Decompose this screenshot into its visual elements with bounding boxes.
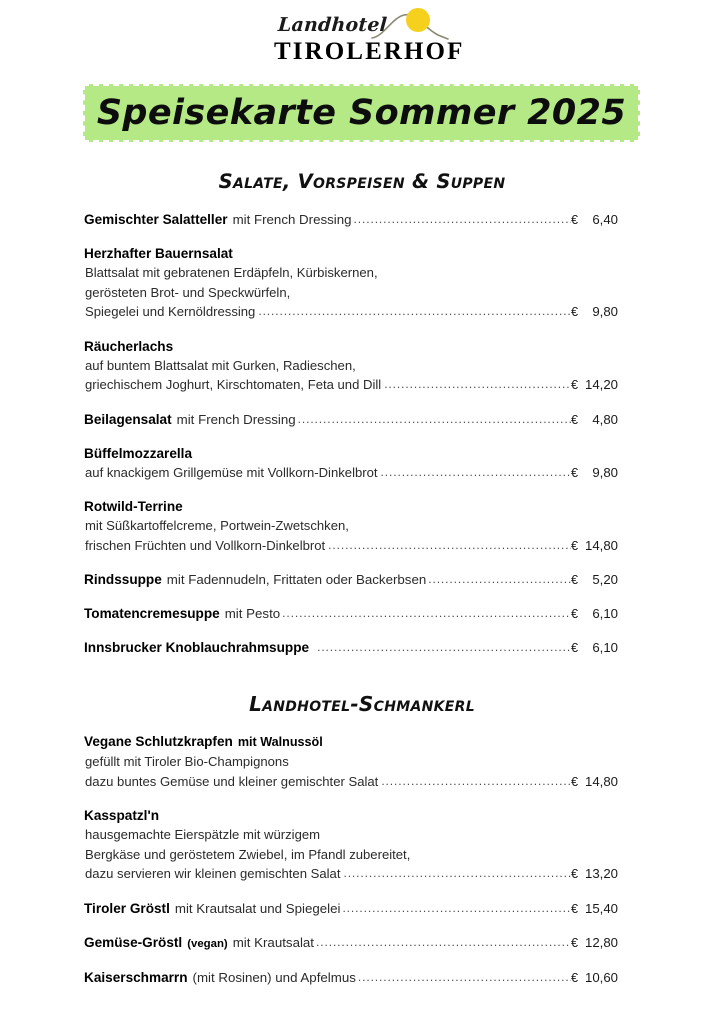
currency-symbol: € xyxy=(570,412,578,427)
menu-item-title-line xyxy=(84,410,640,430)
menu-item-inline-description: (mit Rosinen) und Apfelmus xyxy=(192,969,356,985)
menu-section xyxy=(84,170,640,658)
menu-item-description-line xyxy=(84,825,640,845)
menu-item-price: 6,10 xyxy=(592,606,618,621)
currency-symbol: € xyxy=(570,213,578,227)
menu-item-name: Innsbrucker Knoblauchrahmsuppe xyxy=(84,640,310,655)
menu-item-title-line xyxy=(84,968,640,988)
description-text: auf knackigem Grillgemüse mit Vollkorn-Dinkelbrot xyxy=(85,464,378,480)
menu-item xyxy=(84,732,640,792)
menu-item-name: Rotwild-Terrine xyxy=(84,499,183,514)
section-title: Landhotel-Schmankerl xyxy=(249,692,475,716)
menu-item-price: 6,10 xyxy=(592,640,618,655)
currency-symbol: € xyxy=(570,607,578,621)
menu-item-title-line xyxy=(84,570,640,590)
menu-item-title-line xyxy=(84,497,640,516)
menu-content xyxy=(84,170,640,988)
description-text: gerösteten Brot- und Speckwürfeln, xyxy=(85,284,291,300)
menu-item xyxy=(84,638,640,658)
menu-item xyxy=(84,968,640,988)
menu-item xyxy=(84,444,640,484)
menu-item-title-line xyxy=(84,337,640,356)
menu-item-description-line xyxy=(84,356,640,376)
menu-item-description-line xyxy=(84,463,640,484)
dot-leader xyxy=(325,536,571,556)
menu-item-title-line xyxy=(84,244,640,263)
menu-item-name-tag: (vegan) xyxy=(187,937,228,950)
description-text: dazu servieren wir kleinen gemischten Salat xyxy=(85,866,341,881)
currency-symbol: € xyxy=(570,970,578,985)
menu-item-description-line xyxy=(84,283,640,303)
menu-item-price: 14,80 xyxy=(584,773,618,789)
logo-script-word: Landhotel xyxy=(277,14,388,36)
description-text: dazu buntes Gemüse und kleiner gemischter Salat xyxy=(85,773,379,789)
logo-hotel-name: TIROLERHOF xyxy=(274,38,465,65)
menu-item-name: Räucherlachs xyxy=(84,338,174,354)
menu-item-inline-description: mit Krautsalat xyxy=(232,934,315,950)
menu-item-title-line xyxy=(84,210,640,230)
menu-item-description-line xyxy=(84,845,640,865)
menu-item xyxy=(84,604,640,624)
menu-item-inline-description: mit Pesto xyxy=(224,606,281,621)
description-text: hausgemachte Eierspätzle mit würzigem xyxy=(85,827,321,842)
menu-item-price: 14,20 xyxy=(584,377,618,392)
menu-item-name: Gemischter Salatteller xyxy=(84,212,228,227)
dot-leader xyxy=(255,302,571,322)
menu-item xyxy=(84,933,640,954)
menu-item-title-line xyxy=(84,638,640,658)
hotel-logo xyxy=(0,0,724,78)
menu-item-inline-description: mit Krautsalat und Spiegelei xyxy=(174,900,341,916)
menu-item-description-line xyxy=(84,752,640,772)
dot-leader xyxy=(340,899,571,918)
currency-symbol: € xyxy=(570,538,578,553)
menu-item-price: 4,80 xyxy=(592,411,618,427)
menu-item-name: Kaiserschmarrn xyxy=(84,969,188,985)
logo-inner xyxy=(274,6,465,74)
menu-item-name-suffix: mit Walnussöl xyxy=(237,735,323,749)
description-text: gefüllt mit Tiroler Bio-Champignons xyxy=(85,754,289,769)
menu-item-description-line xyxy=(84,864,640,885)
menu-item-description-line xyxy=(84,263,640,283)
menu-item-name: Rindssuppe xyxy=(84,572,162,587)
currency-symbol: € xyxy=(570,867,578,881)
menu-item-title-line xyxy=(84,732,640,752)
menu-item-price: 15,40 xyxy=(584,900,618,916)
description-text: Blattsalat mit gebratenen Erdäpfeln, Kürbiskernen, xyxy=(85,265,378,280)
dot-leader xyxy=(309,638,571,657)
currency-symbol: € xyxy=(570,573,578,587)
description-text: mit Süßkartoffelcreme, Portwein-Zwetschken, xyxy=(85,518,349,533)
dot-leader xyxy=(426,570,571,589)
menu-item xyxy=(84,244,640,323)
menu-item-price: 12,80 xyxy=(584,934,618,950)
menu-item xyxy=(84,899,640,919)
menu-item-description-line xyxy=(84,536,640,557)
dot-leader xyxy=(378,772,571,792)
menu-item xyxy=(84,497,640,556)
dot-leader xyxy=(378,463,571,483)
menu-item-price: 9,80 xyxy=(592,464,618,480)
menu-item-inline-description: mit French Dressing xyxy=(176,411,296,427)
menu-item xyxy=(84,570,640,590)
menu-item-price: 14,80 xyxy=(584,537,618,553)
currency-symbol: € xyxy=(570,378,578,392)
dot-leader xyxy=(314,933,571,952)
currency-symbol: € xyxy=(570,935,578,950)
dot-leader xyxy=(280,604,571,623)
menu-item-name: Büffelmozzarella xyxy=(84,445,193,461)
currency-symbol: € xyxy=(570,774,578,789)
menu-item-name: Vegane Schlutzkrapfen xyxy=(84,734,233,749)
menu-item-price: 13,20 xyxy=(584,866,618,881)
menu-item-description-line xyxy=(84,302,640,323)
dot-leader xyxy=(296,410,571,429)
dot-leader xyxy=(381,375,571,395)
menu-item xyxy=(84,410,640,430)
sun-mountain-icon xyxy=(370,6,450,42)
description-text: Spiegelei und Kernöldressing xyxy=(85,304,256,319)
dot-leader xyxy=(352,210,571,229)
menu-title: Speisekarte Sommer 2025 xyxy=(96,93,627,133)
menu-item-name: Beilagensalat xyxy=(84,411,172,427)
menu-item xyxy=(84,337,640,396)
currency-symbol: € xyxy=(570,901,578,916)
menu-item-name: Gemüse-Gröstl xyxy=(84,934,183,950)
currency-symbol: € xyxy=(570,641,578,655)
menu-item-description-line xyxy=(84,772,640,793)
menu-item-price: 10,60 xyxy=(584,969,618,985)
description-text: Bergkäse und geröstetem Zwiebel, im Pfandl zubereitet, xyxy=(85,846,411,862)
menu-item-price: 6,40 xyxy=(592,212,618,227)
menu-item-title-line xyxy=(84,899,640,919)
menu-item-title-line xyxy=(84,806,640,825)
menu-item-name: Kasspatzl'n xyxy=(84,808,159,823)
currency-symbol: € xyxy=(570,305,578,319)
dot-leader xyxy=(356,968,571,987)
currency-symbol: € xyxy=(570,465,578,480)
menu-item-name: Tiroler Gröstl xyxy=(84,900,170,916)
menu-item-name: Tomatencremesuppe xyxy=(84,606,220,621)
menu-item-description-line xyxy=(84,516,640,536)
menu-section xyxy=(84,692,640,988)
menu-item-title-line xyxy=(84,933,640,954)
description-text: auf buntem Blattsalat mit Gurken, Radieschen, xyxy=(85,357,356,373)
menu-item-title-line xyxy=(84,444,640,463)
menu-item-price: 5,20 xyxy=(592,572,618,587)
section-title: Salate, Vorspeisen & Suppen xyxy=(218,170,506,193)
menu-item-name: Herzhafter Bauernsalat xyxy=(84,246,233,261)
description-text: griechischem Joghurt, Kirschtomaten, Feta und Dill xyxy=(85,377,382,392)
menu-title-banner xyxy=(83,84,640,142)
menu-item-inline-description: mit Fadennudeln, Frittaten oder Backerbsen xyxy=(166,572,427,587)
dot-leader xyxy=(340,864,571,884)
menu-item xyxy=(84,210,640,230)
menu-item-inline-description: mit French Dressing xyxy=(232,212,352,227)
menu-item-description-line xyxy=(84,375,640,396)
menu-item-price: 9,80 xyxy=(592,304,618,319)
menu-item-title-line xyxy=(84,604,640,624)
menu-item xyxy=(84,806,640,885)
description-text: frischen Früchten und Vollkorn-Dinkelbrot xyxy=(85,537,326,553)
